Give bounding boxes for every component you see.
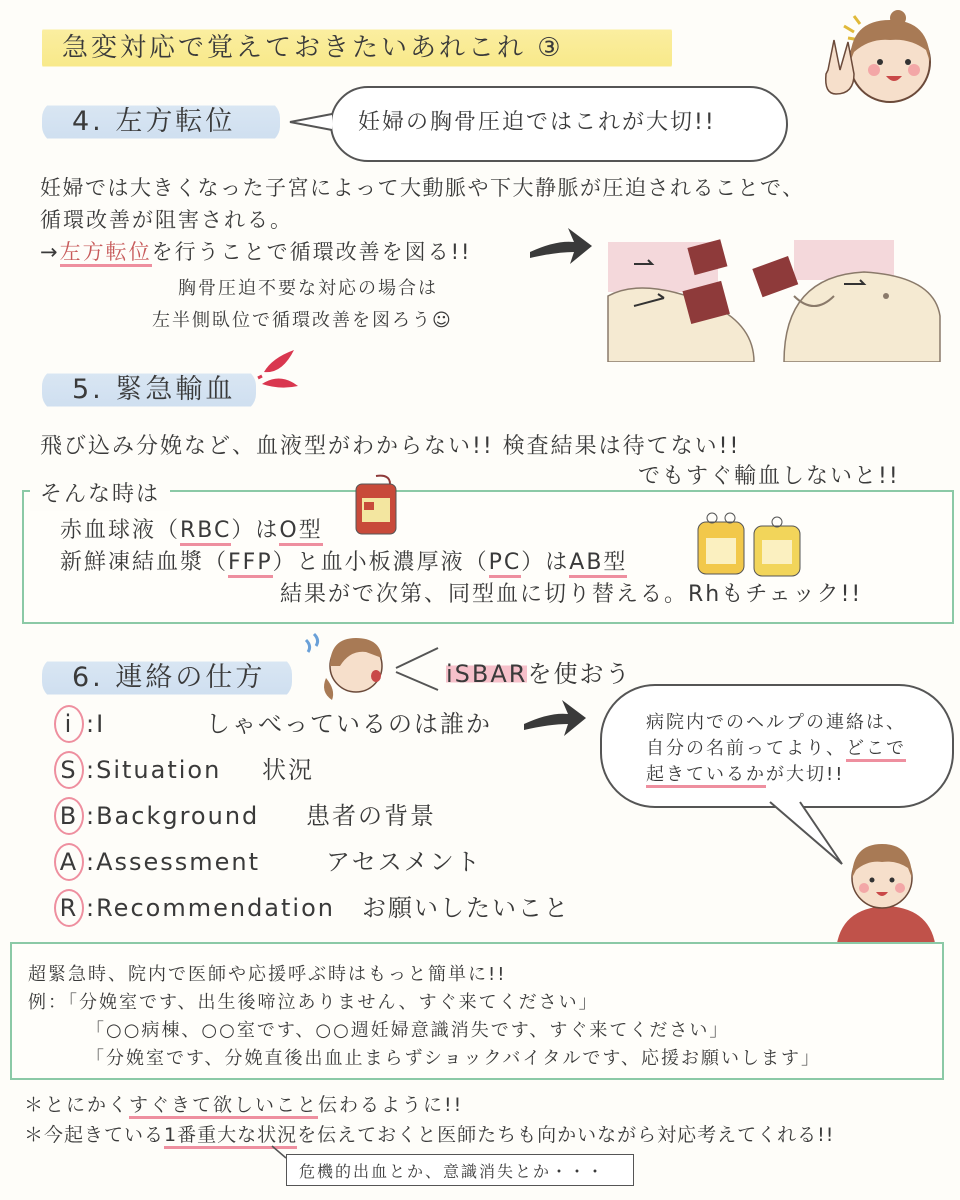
speech-bubble-tail xyxy=(288,112,338,132)
arrow-right-icon xyxy=(526,220,596,270)
s4-note2: 左半側臥位で循環改善を図ろう☺ xyxy=(152,310,453,331)
isbar-row-s xyxy=(54,750,614,790)
platelet-bag-icon xyxy=(750,516,804,580)
urgent-head: 超緊急時、院内で医師や応援呼ぶ時はもっと簡単に!! xyxy=(28,964,507,985)
cloud-line2a: 自分の名前ってより、 xyxy=(646,738,846,759)
help-call-cloud xyxy=(600,684,954,808)
arrow-text: → xyxy=(40,240,60,264)
urgent-example-1: 例：「分娩室です、出生後啼泣ありません、すぐ来てください」 xyxy=(28,992,599,1013)
box-label: そんな時は xyxy=(30,478,170,511)
isbar-rest: を使おう xyxy=(527,660,632,688)
urgent-examples-box xyxy=(10,942,944,1080)
ffp-abbr: FFP xyxy=(228,550,273,578)
isbar-letter: B xyxy=(54,797,84,835)
isbar-row-b xyxy=(54,796,614,836)
section-6-heading: 6. 連絡の仕方 xyxy=(42,656,292,700)
ffp-type: AB型 xyxy=(569,550,627,578)
isbar-letter: R xyxy=(54,889,84,927)
isbar-term: iSBAR xyxy=(446,660,528,688)
ffp-text-b: ）と血小板濃厚液（ xyxy=(272,550,489,575)
nurse-girl-illustration-top xyxy=(790,10,940,120)
isbar-term-text: :Situation xyxy=(86,756,222,784)
nurse-girl-illustration-bottom xyxy=(826,830,946,950)
rbc-text-b: ）は xyxy=(231,518,280,543)
tip-2 xyxy=(24,1120,834,1147)
bubble-text: 妊婦の胸骨圧迫ではこれが大切!! xyxy=(358,110,716,135)
red-blood-bag-icon xyxy=(350,474,402,538)
rbc-abbr: RBC xyxy=(180,518,231,546)
urgent-example-3: 「分娩室です、分娩直後出血止まらずショックバイタルです、応援お願いします」 xyxy=(86,1048,821,1069)
isbar-meaning: しゃべっているのは誰か xyxy=(206,710,492,738)
blood-drop-icon xyxy=(252,346,300,402)
isbar-meaning: アセスメント xyxy=(326,848,482,876)
s4-line2: 循環改善が阻害される。 xyxy=(40,208,293,232)
s4-line1: 妊婦では大きくなった子宮によって大動脈や下大静脈が圧迫されることで、 xyxy=(40,176,805,200)
tip-1-highlight: すぐきて欲しいこと xyxy=(129,1094,318,1119)
tip-2-highlight: 1番重大な状況 xyxy=(164,1124,297,1149)
s4-line3-rest: を行うことで循環改善を図る!! xyxy=(151,240,472,264)
section-4-heading: 4. 左方転位 xyxy=(42,100,280,144)
rbc-line xyxy=(60,514,323,547)
cloud-line2 xyxy=(646,734,906,760)
tip-1 xyxy=(24,1090,463,1117)
s5-line1: 飛び込み分娩など、血液型がわからない!! 検査結果は待てない!! xyxy=(40,434,741,459)
section-5-heading: 5. 緊急輸血 xyxy=(42,368,256,412)
isbar-term-text: :Background xyxy=(86,802,260,830)
tip-1a: ＊とにかく xyxy=(24,1094,130,1116)
nurse-shouting-illustration xyxy=(300,630,400,710)
tip-1c: 伝わるように!! xyxy=(318,1094,464,1116)
rbc-text-a: 赤血球液（ xyxy=(60,518,181,543)
shout-lines-icon xyxy=(392,644,442,694)
isbar-letter: S xyxy=(54,751,84,789)
isbar-term-text: :I xyxy=(86,710,106,738)
rbc-type: O型 xyxy=(279,518,322,546)
cloud-happening: 起きているか xyxy=(646,764,766,788)
cloud-line1: 病院内でのヘルプの連絡は、 xyxy=(646,712,906,733)
ffp-text-a: 新鮮凍結血漿（ xyxy=(60,550,229,575)
ffp-line xyxy=(60,546,627,579)
isbar-row-r xyxy=(54,888,614,928)
isbar-term-text: :Recommendation xyxy=(86,894,335,922)
left-uterine-displacement-illustration xyxy=(604,236,944,362)
isbar-meaning: お願いしたいこと xyxy=(362,894,570,922)
cloud-line3 xyxy=(646,760,844,786)
ffp-text-d: ）は xyxy=(521,550,570,575)
isbar-letter: A xyxy=(54,843,84,881)
isbar-meaning: 状況 xyxy=(262,756,314,784)
callout-box xyxy=(286,1154,634,1186)
isbar-term-text: :Assessment xyxy=(86,848,261,876)
tip-2a: ＊今起きている xyxy=(24,1124,165,1146)
isbar-letter: i xyxy=(54,705,84,743)
cloud-where: どこで xyxy=(846,738,906,762)
urgent-example-2: 「○○病棟、○○室です、○○週妊婦意識消失です、すぐ来てください」 xyxy=(86,1020,730,1041)
s4-line3 xyxy=(40,236,471,269)
cloud-line3b: が大切!! xyxy=(766,764,845,785)
isbar-meaning: 患者の背景 xyxy=(306,802,436,830)
page-title: 急変対応で覚えておきたいあれこれ ③ xyxy=(42,26,672,70)
s4-note1: 胸骨圧迫不要な対応の場合は xyxy=(178,278,438,299)
tip-2c: を伝えておくと医師たちも向かいながら対応考えてくれる!! xyxy=(297,1124,835,1146)
plasma-bag-icon xyxy=(694,510,748,578)
pc-abbr: PC xyxy=(489,550,522,578)
isbar-intro xyxy=(446,656,631,692)
callout-text: 危機的出血とか、意識消失とか・・・ xyxy=(299,1162,606,1181)
left-displacement-highlight: 左方転位 xyxy=(60,240,152,267)
isbar-row-a xyxy=(54,842,614,882)
arrow-right-icon xyxy=(520,692,590,742)
callout-pointer xyxy=(270,1144,290,1160)
speech-bubble-chest-compression xyxy=(330,86,788,162)
s5-line2: でもすぐ輸血しないと!! xyxy=(638,464,900,489)
result-line: 結果がで次第、同型血に切り替える。Rhもチェック!! xyxy=(280,582,863,607)
